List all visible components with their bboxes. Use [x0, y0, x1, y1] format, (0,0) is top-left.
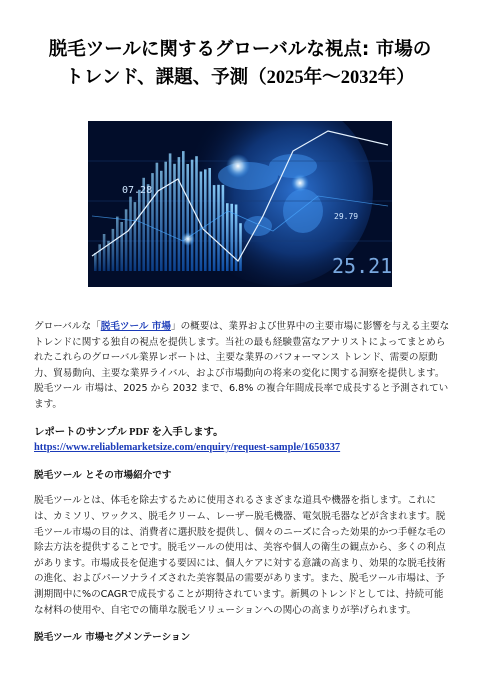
- decor-bar: [125, 209, 128, 271]
- decor-bar: [222, 185, 225, 271]
- decor-bar: [94, 253, 97, 271]
- section-heading-intro: 脱毛ツール とその市場紹介です: [34, 469, 172, 481]
- decor-bar: [134, 202, 137, 271]
- hero-number-3: 25.21: [332, 254, 392, 278]
- intro-prefix: グローバルな「: [34, 321, 101, 332]
- hero-image: [88, 121, 392, 287]
- decor-bar: [204, 169, 207, 271]
- decor-bar: [98, 244, 101, 271]
- decor-bar: [217, 185, 220, 271]
- decor-bar: [186, 164, 189, 271]
- decor-bar: [103, 234, 106, 271]
- article-body: [34, 319, 450, 656]
- sample-request: [34, 425, 450, 456]
- title-line-2-part-c: 年～: [303, 67, 341, 88]
- intro-text: 」の概要は、業界および世界中の主要市場に影響を与える主要なトレンドに関する独自の視点を提供します。当社の最も経験豊富なアナリストによってまとめられたこれらのグローバル業界レポートは、主要な業界のパフォーマンス トレンド、需要の原動力、貿易動向、主要な業界ライバル、および市場動向の将来の変化に関する洞察を提供します。脱毛ツール 市場は、2025 から 2032 まで、6.8% の複合年間成長率で成長すると予測されています。: [34, 321, 450, 410]
- decor-bar: [164, 162, 167, 271]
- decor-bar: [112, 229, 115, 271]
- decor-bar: [191, 160, 194, 271]
- decor-bar: [230, 204, 233, 271]
- decor-bar: [120, 222, 123, 271]
- stock-market-graphic: [88, 121, 392, 287]
- market-link[interactable]: 脱毛ツール 市場: [100, 321, 171, 332]
- decor-bar: [200, 172, 203, 272]
- hero-number-1: 07.28: [122, 185, 153, 196]
- title-line-2-part-a: トレンド、課題、予測（: [65, 67, 267, 88]
- decor-bar: [160, 171, 163, 271]
- light-flare-3: [181, 232, 195, 246]
- decor-bar: [178, 157, 181, 271]
- light-flare-2: [291, 174, 309, 192]
- sample-label: レポートのサンプル PDF を入手します。: [34, 426, 224, 438]
- title-line-2-part-e: 年）: [377, 67, 415, 88]
- hero-number-2: 29.79: [334, 212, 359, 221]
- decor-bar: [182, 151, 185, 271]
- decor-bar: [156, 163, 159, 271]
- decor-bar: [169, 153, 172, 271]
- decor-bar: [129, 197, 132, 271]
- intro-paragraph: [34, 319, 450, 413]
- decor-bar: [208, 168, 211, 271]
- decor-bar: [147, 184, 150, 271]
- title-line-1: 脱毛ツールに関するグローバルな視点: 市場の: [48, 39, 432, 60]
- title-year-start: 2025: [266, 68, 304, 88]
- sample-link[interactable]: https://www.reliablemarketsize.com/enquiry/request-sample/1650337: [34, 442, 341, 454]
- decor-bar: [239, 223, 242, 271]
- decor-bar: [213, 185, 216, 271]
- section-heading-segmentation: 脱毛ツール 市場セグメンテーション: [34, 632, 191, 644]
- page-title: [28, 36, 452, 92]
- decor-bar: [226, 203, 229, 271]
- decor-bar: [138, 190, 141, 271]
- decor-bar: [116, 217, 119, 271]
- section-intro-paragraph: 脱毛ツールとは、体毛を除去するために使用されるさまざまな道具や機器を指します。これには、カミソリ、ワックス、脱毛クリーム、レーザー脱毛機器、電気脱毛器などが含まれます。脱毛ツール市場の目的は、消費者に選択肢を提供し、個々のニーズに合った効果的かつ手軽な毛の除去方法を提供することです。脱毛ツールの使用は、美容や個人の衛生の観点から、多くの利点があります。市場成長を促進する要因には、個人ケアに対する意識の高まり、効果的な脱毛技術の進化、およびパーソナライズされた美容製品の需要があります。また、脱毛ツール市場は、予測期間中に%のCAGRで成長することが期待されています。新興のトレンドとしては、持続可能な材料の使用や、自宅での簡単な脱毛ソリューションへの関心の高まりが挙げられます。: [34, 495, 446, 616]
- light-flare-1: [226, 154, 250, 178]
- title-year-end: 2032: [340, 68, 378, 88]
